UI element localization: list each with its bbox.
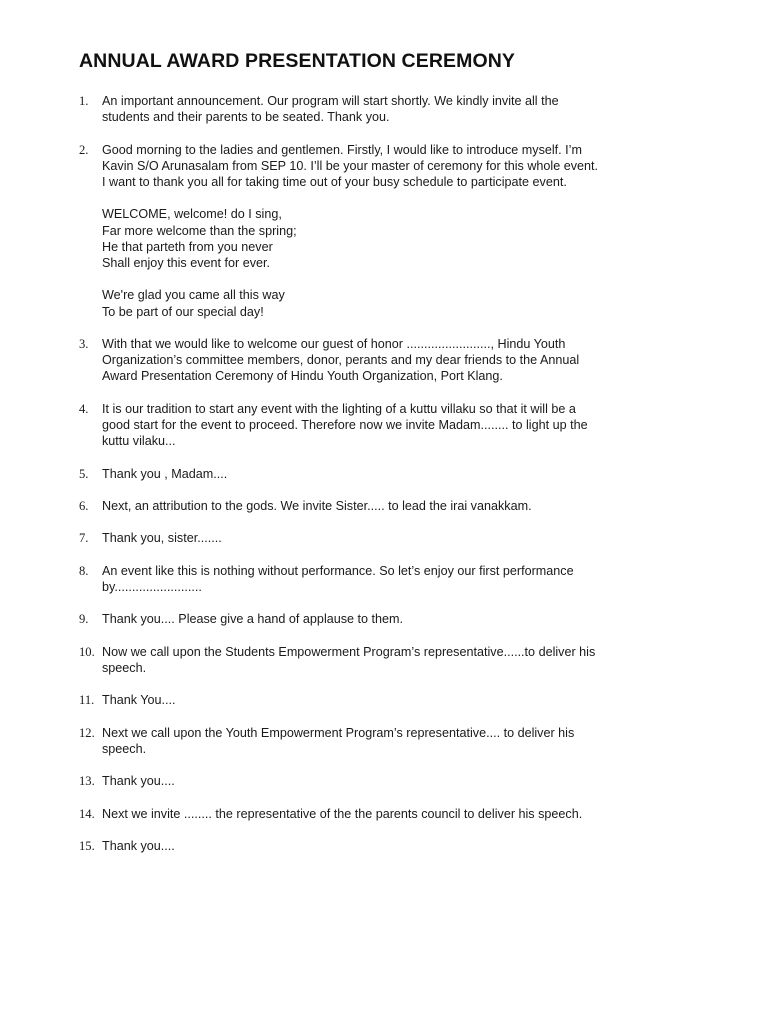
item-number: 1. [79, 94, 89, 108]
item-text [102, 725, 679, 757]
item-text [102, 93, 679, 125]
item-number: 14. [79, 806, 95, 821]
list-item [79, 838, 679, 854]
poem-line: WELCOME, welcome! do I sing, [102, 207, 282, 222]
item-number: 2. [79, 142, 89, 157]
text-line: Thank you.... [102, 774, 175, 789]
list-item [79, 563, 679, 595]
text-line: kuttu vilaku... [102, 434, 176, 449]
list-item [79, 498, 679, 514]
item-number: 8. [79, 563, 89, 578]
text-line: An important announcement. Our program will start shortly. We kindly invite all the [102, 94, 559, 108]
text-line: Thank you, sister....... [102, 531, 222, 546]
list-item [79, 93, 679, 125]
text-line: Thank you.... Please give a hand of applause to them. [102, 612, 404, 627]
text-line: Thank you.... [102, 839, 175, 854]
item-text [102, 644, 679, 676]
item-text [102, 692, 679, 708]
text-line: speech. [102, 660, 147, 675]
item-text [102, 806, 679, 822]
text-line: Good morning to the ladies and gentlemen. Firstly, I would like to introduce myself. I’m [102, 142, 582, 157]
item-text [102, 838, 679, 854]
text-line: It is our tradition to start any event with the lighting of a kuttu villaku so that it will be a [102, 401, 576, 416]
text-line: Now we call upon the Students Empowerment Program’s representative......to deliver his [102, 644, 596, 659]
poem-line: He that parteth from you never [102, 239, 273, 254]
text-line: Thank You.... [102, 693, 176, 708]
list-item [79, 644, 679, 676]
item-text [102, 530, 679, 546]
list-item [79, 692, 679, 708]
item-number: 5. [79, 466, 89, 481]
text-line: by......................... [102, 579, 202, 594]
item-text [102, 773, 679, 789]
list-item [79, 401, 679, 450]
text-line: speech. [102, 741, 147, 756]
ceremony-script-list [79, 93, 679, 870]
item-text [102, 401, 679, 450]
item-number: 12. [79, 725, 95, 740]
poem-stanza [102, 287, 679, 319]
poem-stanza [102, 206, 679, 271]
item-number: 10. [79, 644, 95, 659]
poem-line: To be part of our special day! [102, 304, 264, 319]
text-line: Next, an attribution to the gods. We invite Sister..... to lead the irai vanakkam. [102, 498, 532, 513]
item-text [102, 498, 679, 514]
page-title: ANNUAL AWARD PRESENTATION CEREMONY [79, 50, 516, 72]
text-line: An event like this is nothing without performance. So let’s enjoy our first performance [102, 563, 574, 578]
list-item [79, 806, 679, 822]
list-item [79, 611, 679, 627]
list-item [79, 466, 679, 482]
text-line: Next we call upon the Youth Empowerment Program’s representative.... to deliver his [102, 725, 575, 740]
item-number: 15. [79, 839, 95, 854]
list-item [79, 142, 679, 320]
text-line: Kavin S/O Arunasalam from SEP 10. I’ll be your master of ceremony for this whole event. [102, 158, 599, 173]
list-item [79, 336, 679, 385]
poem-line: We're glad you came all this way [102, 288, 285, 303]
list-item [79, 773, 679, 789]
text-line: students and their parents to be seated. Thank you. [102, 110, 390, 125]
item-number: 9. [79, 612, 89, 627]
item-number: 11. [79, 693, 95, 708]
text-line: Organization’s committee members, donor, perants and my dear friends to the Annual [102, 353, 580, 368]
text-line: Next we invite ........ the representative of the the parents council to deliver his speech. [102, 806, 583, 821]
item-number: 3. [79, 336, 89, 351]
item-text [102, 563, 679, 595]
item-text [102, 336, 679, 385]
text-line: good start for the event to proceed. Therefore now we invite Madam........ to light up the [102, 417, 588, 432]
text-line: I want to thank you all for taking time out of your busy schedule to participate event. [102, 175, 567, 189]
poem-line: Far more welcome than the spring; [102, 223, 297, 238]
item-number: 7. [79, 531, 89, 546]
item-text [102, 611, 679, 627]
text-line: With that we would like to welcome our guest of honor ........................, Hindu Youth [102, 336, 566, 351]
poem-line: Shall enjoy this event for ever. [102, 256, 271, 270]
item-text [102, 142, 679, 320]
text-line: Award Presentation Ceremony of Hindu Youth Organization, Port Klang. [102, 369, 503, 384]
item-number: 13. [79, 774, 95, 789]
item-text [102, 466, 679, 482]
text-line: Thank you , Madam.... [102, 466, 228, 481]
list-item [79, 725, 679, 757]
item-number: 6. [79, 498, 89, 513]
item-number: 4. [79, 401, 89, 416]
list-item [79, 530, 679, 546]
